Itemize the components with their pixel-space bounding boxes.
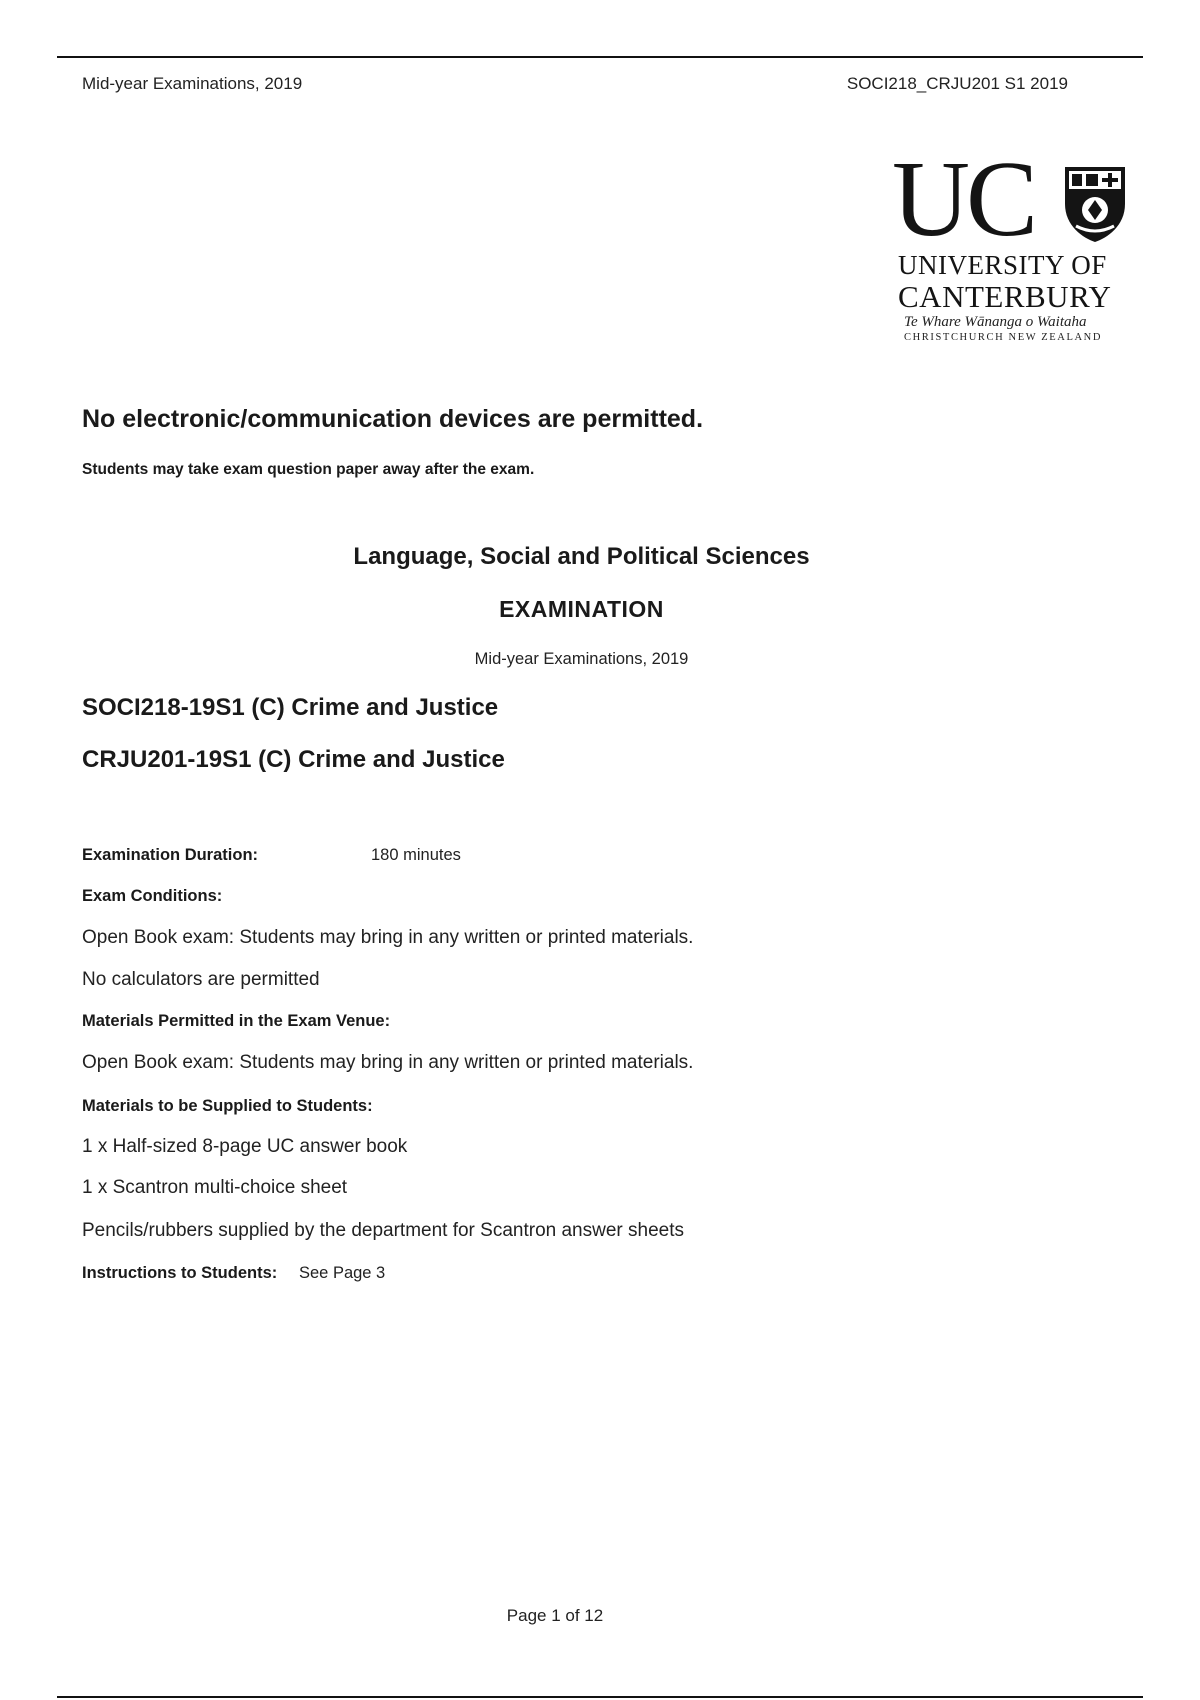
department-title: Language, Social and Political Sciences (353, 543, 810, 570)
duration-label: Examination Duration: (82, 846, 259, 864)
bottom-rule (57, 1696, 1143, 1698)
course-title: CRJU201-19S1 (C) Crime and Justice (82, 746, 505, 773)
top-rule (57, 56, 1143, 58)
logo-line-4: CHRISTCHURCH NEW ZEALAND (904, 332, 1103, 343)
instructions-value: See Page 3 (299, 1264, 386, 1282)
logo-line-3: Te Whare Wānanga o Waitaha (904, 314, 1087, 330)
venue-text: Open Book exam: Students may bring in any written or printed materials. (82, 1052, 694, 1073)
supplied-item: 1 x Half-sized 8-page UC answer book (82, 1136, 408, 1157)
instructions-label: Instructions to Students: (82, 1264, 278, 1282)
header-right: SOCI218_CRJU201 S1 2019 (846, 74, 1068, 93)
logo-line-2: CANTERBURY (898, 279, 1112, 314)
header-left: Mid-year Examinations, 2019 (82, 74, 303, 93)
exam-heading: EXAMINATION (499, 596, 664, 622)
devices-notice: No electronic/communication devices are permitted. (82, 405, 704, 433)
supplied-label: Materials to be Supplied to Students: (82, 1097, 373, 1115)
page-number: Page 1 of 12 (506, 1606, 604, 1625)
condition-text: Open Book exam: Students may bring in any written or printed materials. (82, 927, 694, 948)
university-logo (892, 140, 1130, 348)
logo-line-1: UNIVERSITY OF (898, 250, 1107, 280)
supplied-item: 1 x Scantron multi-choice sheet (82, 1177, 348, 1198)
crest-icon (1062, 164, 1128, 244)
condition-text: No calculators are permitted (82, 969, 320, 990)
logo-letters: UC (892, 140, 1035, 259)
take-paper-notice: Students may take exam question paper away after the exam. (82, 461, 535, 478)
course-title: SOCI218-19S1 (C) Crime and Justice (82, 694, 499, 721)
conditions-label: Exam Conditions: (82, 887, 223, 905)
venue-label: Materials Permitted in the Exam Venue: (82, 1012, 391, 1030)
supplied-item: Pencils/rubbers supplied by the department for Scantron answer sheets (82, 1220, 684, 1241)
exam-session: Mid-year Examinations, 2019 (474, 650, 689, 668)
duration-value: 180 minutes (371, 846, 461, 864)
